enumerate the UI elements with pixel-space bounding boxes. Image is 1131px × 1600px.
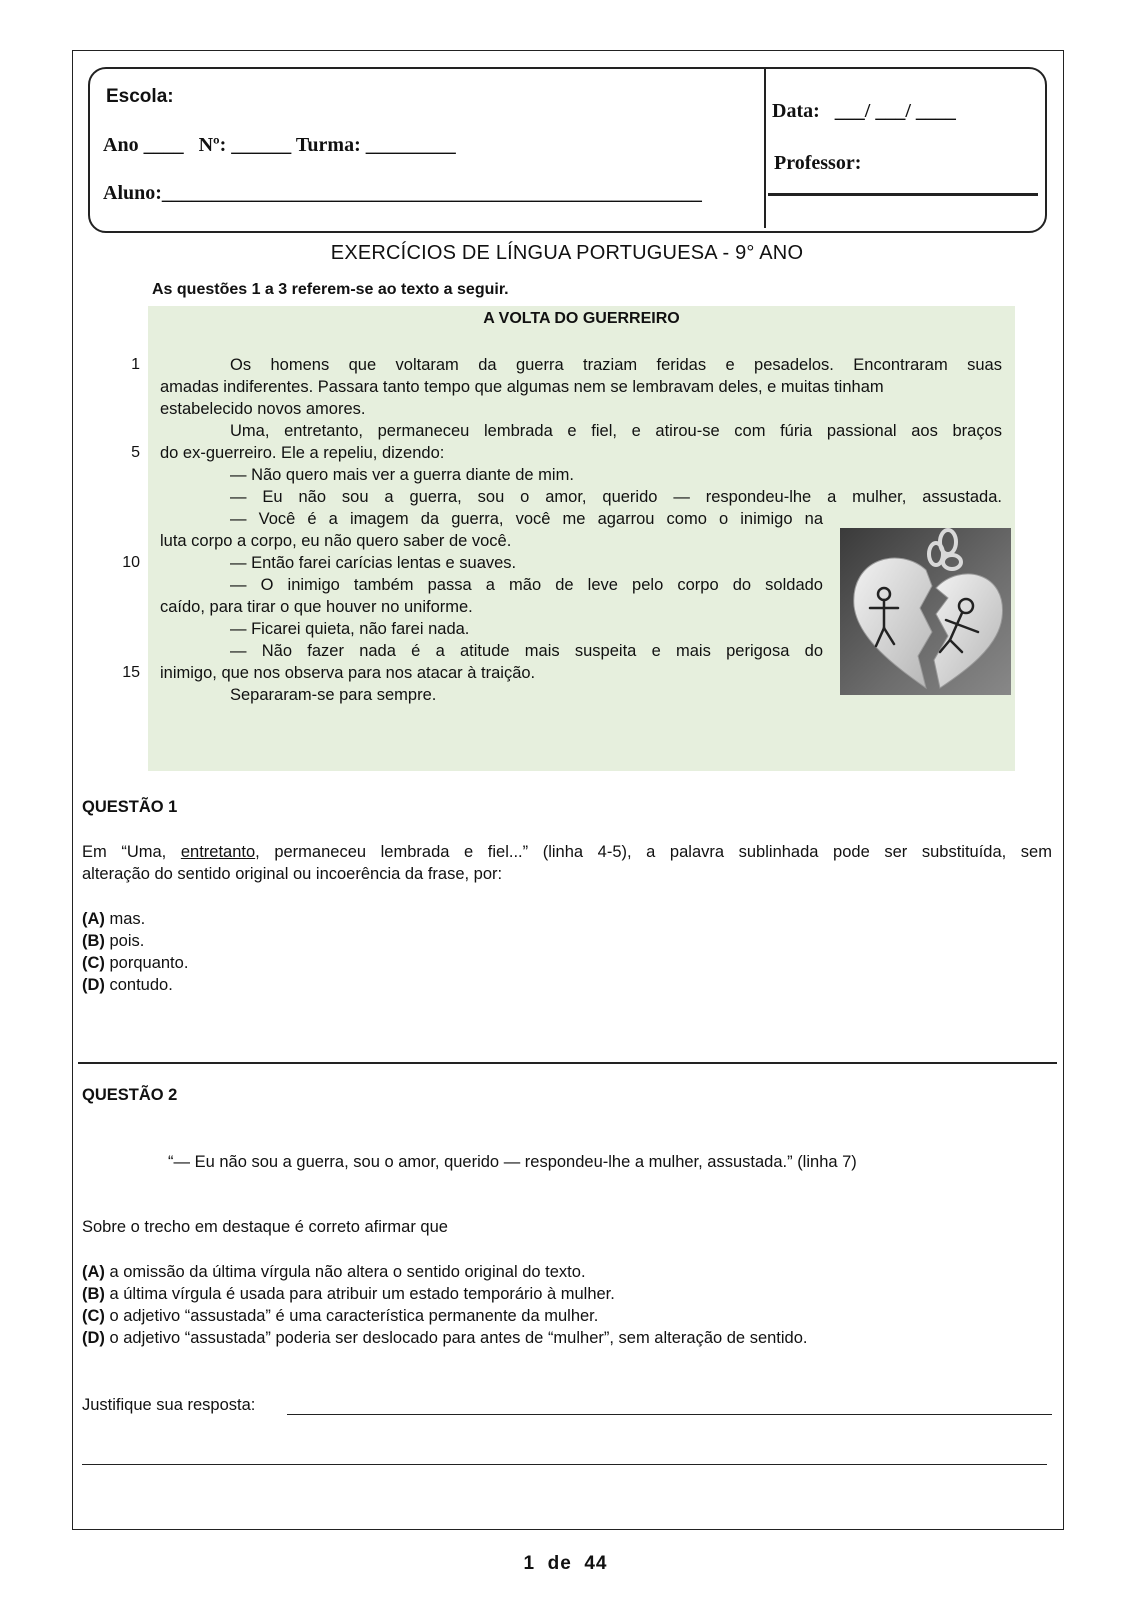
question-1-option-d[interactable] bbox=[82, 974, 173, 996]
text-line: — Ficarei quieta, não farei nada. bbox=[230, 620, 470, 638]
text-line: inimigo, que nos observa para nos atacar à traição. bbox=[160, 664, 536, 682]
option-letter: (C) bbox=[82, 954, 105, 972]
text-line: amadas indiferentes. Passara tanto tempo que algumas nem se lembravam deles, e muitas tinham bbox=[160, 378, 884, 396]
intro-text: As questões 1 a 3 referem-se ao texto a seguir. bbox=[152, 281, 509, 298]
text-line: — Então farei carícias lentas e suaves. bbox=[230, 554, 517, 572]
line-number: 5 bbox=[131, 444, 140, 461]
question-1-option-c[interactable] bbox=[82, 952, 188, 974]
question-1-option-a[interactable] bbox=[82, 908, 145, 930]
question-2-option-c[interactable] bbox=[82, 1305, 598, 1327]
question-2-option-b[interactable] bbox=[82, 1283, 615, 1305]
text-line: caído, para tirar o que houver no uniforme. bbox=[160, 598, 473, 616]
school-label: Escola: bbox=[106, 86, 174, 107]
text-line: estabelecido novos amores. bbox=[160, 400, 366, 418]
date-line: Data: ___/ ___/ ____ bbox=[772, 100, 956, 122]
text-line: do ex-guerreiro. Ele a repeliu, dizendo: bbox=[160, 444, 445, 462]
stem-text: Em “Uma, bbox=[82, 843, 181, 861]
justify-label: Justifique sua resposta: bbox=[82, 1396, 256, 1414]
option-letter: (A) bbox=[82, 1263, 105, 1281]
question-2-title: QUESTÃO 2 bbox=[82, 1086, 178, 1104]
underlined-word: entretanto bbox=[180, 843, 256, 861]
teacher-label: Professor: bbox=[774, 152, 862, 174]
question-2-quote: “— Eu não sou a guerra, sou o amor, querido — respondeu-lhe a mulher, assustada.” (linha 7) bbox=[168, 1153, 857, 1171]
stem-text: , permaneceu lembrada e fiel...” (linha 4-5), a palavra sublinhada pode ser substituída, sem bbox=[255, 843, 1052, 861]
question-1-title: QUESTÃO 1 bbox=[82, 798, 178, 816]
option-text: pois. bbox=[109, 932, 145, 950]
teacher-line bbox=[768, 193, 1038, 196]
option-text: mas. bbox=[109, 910, 146, 928]
option-letter: (B) bbox=[82, 1285, 105, 1303]
option-text: o adjetivo “assustada” poderia ser deslocado para antes de “mulher”, sem alteração de sentido. bbox=[109, 1329, 808, 1347]
justify-answer-line-2[interactable] bbox=[82, 1464, 1047, 1465]
question-2-option-a[interactable] bbox=[82, 1261, 586, 1283]
text-line: Os homens que voltaram da guerra traziam feridas e pesadelos. Encontraram suas bbox=[230, 356, 1002, 374]
ano-line: Ano ____ Nº: ______ Turma: _________ bbox=[103, 134, 456, 156]
text-line: — Eu não sou a guerra, sou o amor, querido — respondeu-lhe a mulher, assustada. bbox=[230, 488, 1002, 506]
option-text: porquanto. bbox=[109, 954, 189, 972]
option-letter: (D) bbox=[82, 976, 105, 994]
text-line: — Não fazer nada é a atitude mais suspeita e mais perigosa do bbox=[230, 642, 823, 660]
header-divider bbox=[764, 68, 766, 228]
question-1-stem bbox=[82, 841, 1052, 863]
option-letter: (A) bbox=[82, 910, 105, 928]
question-1-option-b[interactable] bbox=[82, 930, 144, 952]
text-line: — Você é a imagem da guerra, você me agarrou como o inimigo na bbox=[230, 510, 823, 528]
option-letter: (C) bbox=[82, 1307, 105, 1325]
broken-heart-image bbox=[840, 528, 1011, 695]
line-number: 10 bbox=[122, 554, 140, 571]
line-number: 15 bbox=[122, 664, 140, 681]
line-number: 1 bbox=[131, 356, 140, 373]
page-number: 1 de 44 bbox=[523, 1553, 608, 1574]
reading-text-title: A VOLTA DO GUERREIRO bbox=[483, 310, 680, 327]
option-text: contudo. bbox=[109, 976, 173, 994]
question-separator bbox=[78, 1062, 1057, 1064]
text-line: — O inimigo também passa a mão de leve pelo corpo do soldado bbox=[230, 576, 823, 594]
text-line: — Não quero mais ver a guerra diante de mim. bbox=[230, 466, 574, 484]
option-text: o adjetivo “assustada” é uma característica permanente da mulher. bbox=[109, 1307, 599, 1325]
question-1-stem-line2: alteração do sentido original ou incoerência da frase, por: bbox=[82, 865, 503, 883]
question-2-stem: Sobre o trecho em destaque é correto afirmar que bbox=[82, 1218, 448, 1236]
page-title: EXERCÍCIOS DE LÍNGUA PORTUGUESA - 9° ANO bbox=[330, 242, 804, 264]
student-line: Aluno:______________________________________________________ bbox=[103, 182, 702, 204]
text-line: luta corpo a corpo, eu não quero saber de você. bbox=[160, 532, 512, 550]
text-line: Uma, entretanto, permaneceu lembrada e fiel, e atirou-se com fúria passional aos braços bbox=[230, 422, 1002, 440]
justify-answer-line[interactable] bbox=[287, 1414, 1052, 1415]
text-line: Separaram-se para sempre. bbox=[230, 686, 437, 704]
option-text: a omissão da última vírgula não altera o sentido original do texto. bbox=[109, 1263, 586, 1281]
option-text: a última vírgula é usada para atribuir um estado temporário à mulher. bbox=[109, 1285, 615, 1303]
question-2-option-d[interactable] bbox=[82, 1327, 807, 1349]
option-letter: (D) bbox=[82, 1329, 105, 1347]
option-letter: (B) bbox=[82, 932, 105, 950]
